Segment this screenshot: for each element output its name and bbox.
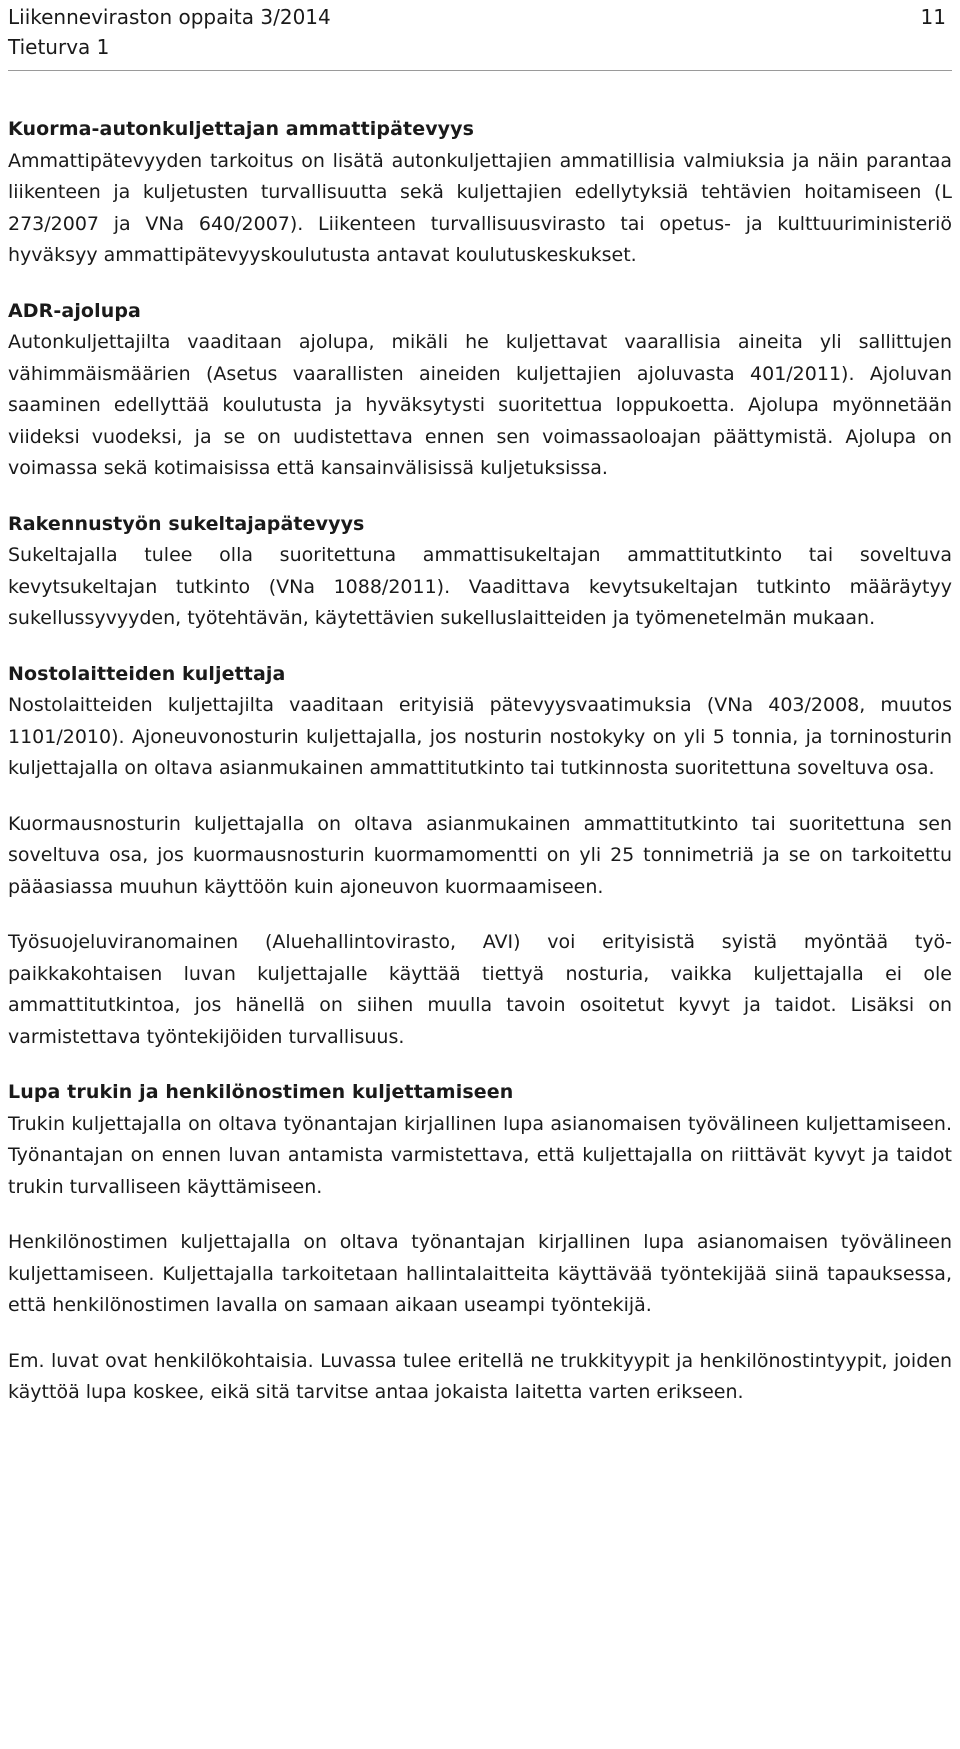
header-titles — [8, 2, 331, 62]
section-paragraph: Kuormausnosturin kuljettajalla on oltava asianmukainen ammattitutkinto tai suoritettuna sen soveltuva osa, jos kuormausnosturin kuormamomentti on yli 25 tonnimetriä ja se on tarkoitettu pääasiassa muuhun käyttöön kuin ajoneuvon kuormaamiseen. — [8, 812, 952, 898]
section-trukki-henkilonostin — [8, 1077, 952, 1409]
section-kuorma-autonkuljettaja — [8, 114, 952, 272]
section-paragraph: Em. luvat ovat henkilökohtaisia. Luvassa tulee eritellä ne trukkityypit ja henkilönostintyypit, joiden käyttöä lupa koskee, eikä sitä tarvitse antaa jokaista laitetta varten erikseen. — [8, 1349, 952, 1403]
section-paragraph: Ammattipätevyyden tarkoitus on lisätä autonkuljettajien ammatillisia valmiuksia ja näin parantaa liikenteen ja kuljetusten turvallisuutta sekä kuljettajien edellytyksiä tehtävien hoitamiseen (L 273/2007 ja VNa 640/2007). Liikenteen turvallisuusvirasto tai opetus- ja kulttuuriministeriö hyväksyy ammattipätevyyskoulutusta antavat koulutuskeskukset. — [8, 149, 952, 266]
section-title: Tieturva 1 — [8, 35, 110, 59]
section-paragraph: Sukeltajalla tulee olla suoritettuna ammattisukeltajan ammattitutkinto tai soveltuva kevytsukeltajan tutkinto (VNa 1088/2011). Vaadittava kevytsukeltajan tutkinto määräytyy sukellussyvyyden, työtehtävän, käytettävien sukelluslaitteiden ja työmenetelmän mukaan. — [8, 544, 952, 629]
section-heading: Lupa trukin ja henkilönostimen kuljettamiseen — [8, 1081, 514, 1103]
page-number: 11 — [920, 5, 946, 29]
section-paragraph: Työsuojeluviranomainen (Aluehallintovirasto, AVI) voi erityisistä syistä myöntää työpaikkakohtaisen luvan kuljettajalle käyttää tiettyä nosturia, vaikka kuljettajalla ei ole ammattitutkintoa, jos hänellä on siihen muulla tavoin osoitetut kyvyt ja taidot. Lisäksi on varmistettava työntekijöiden turvallisuus. — [8, 931, 952, 1048]
page-header — [8, 0, 952, 71]
section-nostolaitteet — [8, 659, 952, 1054]
section-heading: Rakennustyön sukeltajapätevyys — [8, 512, 365, 535]
section-heading: Kuorma-autonkuljettajan ammattipätevyys — [8, 118, 475, 140]
section-paragraph: Autonkuljettajilta vaaditaan ajolupa, mikäli he kuljettavat vaarallisia aineita yli sallittujen vähimmäismäärien (Asetus vaarallisten aineiden kuljettajien ajoluvasta 401/2011). Ajoluvan saaminen edellyttää koulutusta ja hyväksytysti suoritettua loppukoetta. Ajolupa myönnetään viideksi vuodeksi, ja se on uudistettava ennen sen voimassaoloajan päättymistä. Ajolupa on voimassa sekä kotimaisissa että kansainvälisissä kuljetuksissa. — [8, 331, 952, 479]
publication-title: Liikenneviraston oppaita 3/2014 — [8, 5, 331, 29]
section-paragraph: Nostolaitteiden kuljettajilta vaaditaan erityisiä pätevyysvaatimuksia (VNa 403/2008, muutos 1101/2010). Ajoneuvonosturin kuljettajalla, jos nosturin nostokyky on yli 5 tonnia, ja torninosturin kuljettajalla on oltava asianmukainen ammattitutkinto tai tutkinnosta suoritettuna soveltuva osa. — [8, 694, 952, 779]
document-page — [8, 0, 952, 1403]
section-adr-ajolupa — [8, 296, 952, 485]
document-body — [8, 114, 952, 1409]
section-heading: ADR-ajolupa — [8, 299, 141, 322]
section-sukeltajapatevyys — [8, 509, 952, 635]
section-paragraph: Trukin kuljettajalla on oltava työnantajan kirjallinen lupa asianomaisen työvälineen kuljettamiseen. Työnantajan on ennen luvan antamista varmistettava, että kuljettajalla on riittävät kyvyt ja taidot trukin turvalliseen käyttämiseen. — [8, 1112, 952, 1198]
section-paragraph: Henkilönostimen kuljettajalla on oltava työnantajan kirjallinen lupa asianomaisen työvälineen kuljettamiseen. Kuljettajalla tarkoitetaan hallintalaitteita käyttävää työntekijää siinä tapauksessa, että henkilönostimen lavalla on samaan aikaan useampi työntekijä. — [8, 1231, 952, 1316]
section-heading: Nostolaitteiden kuljettaja — [8, 662, 286, 685]
